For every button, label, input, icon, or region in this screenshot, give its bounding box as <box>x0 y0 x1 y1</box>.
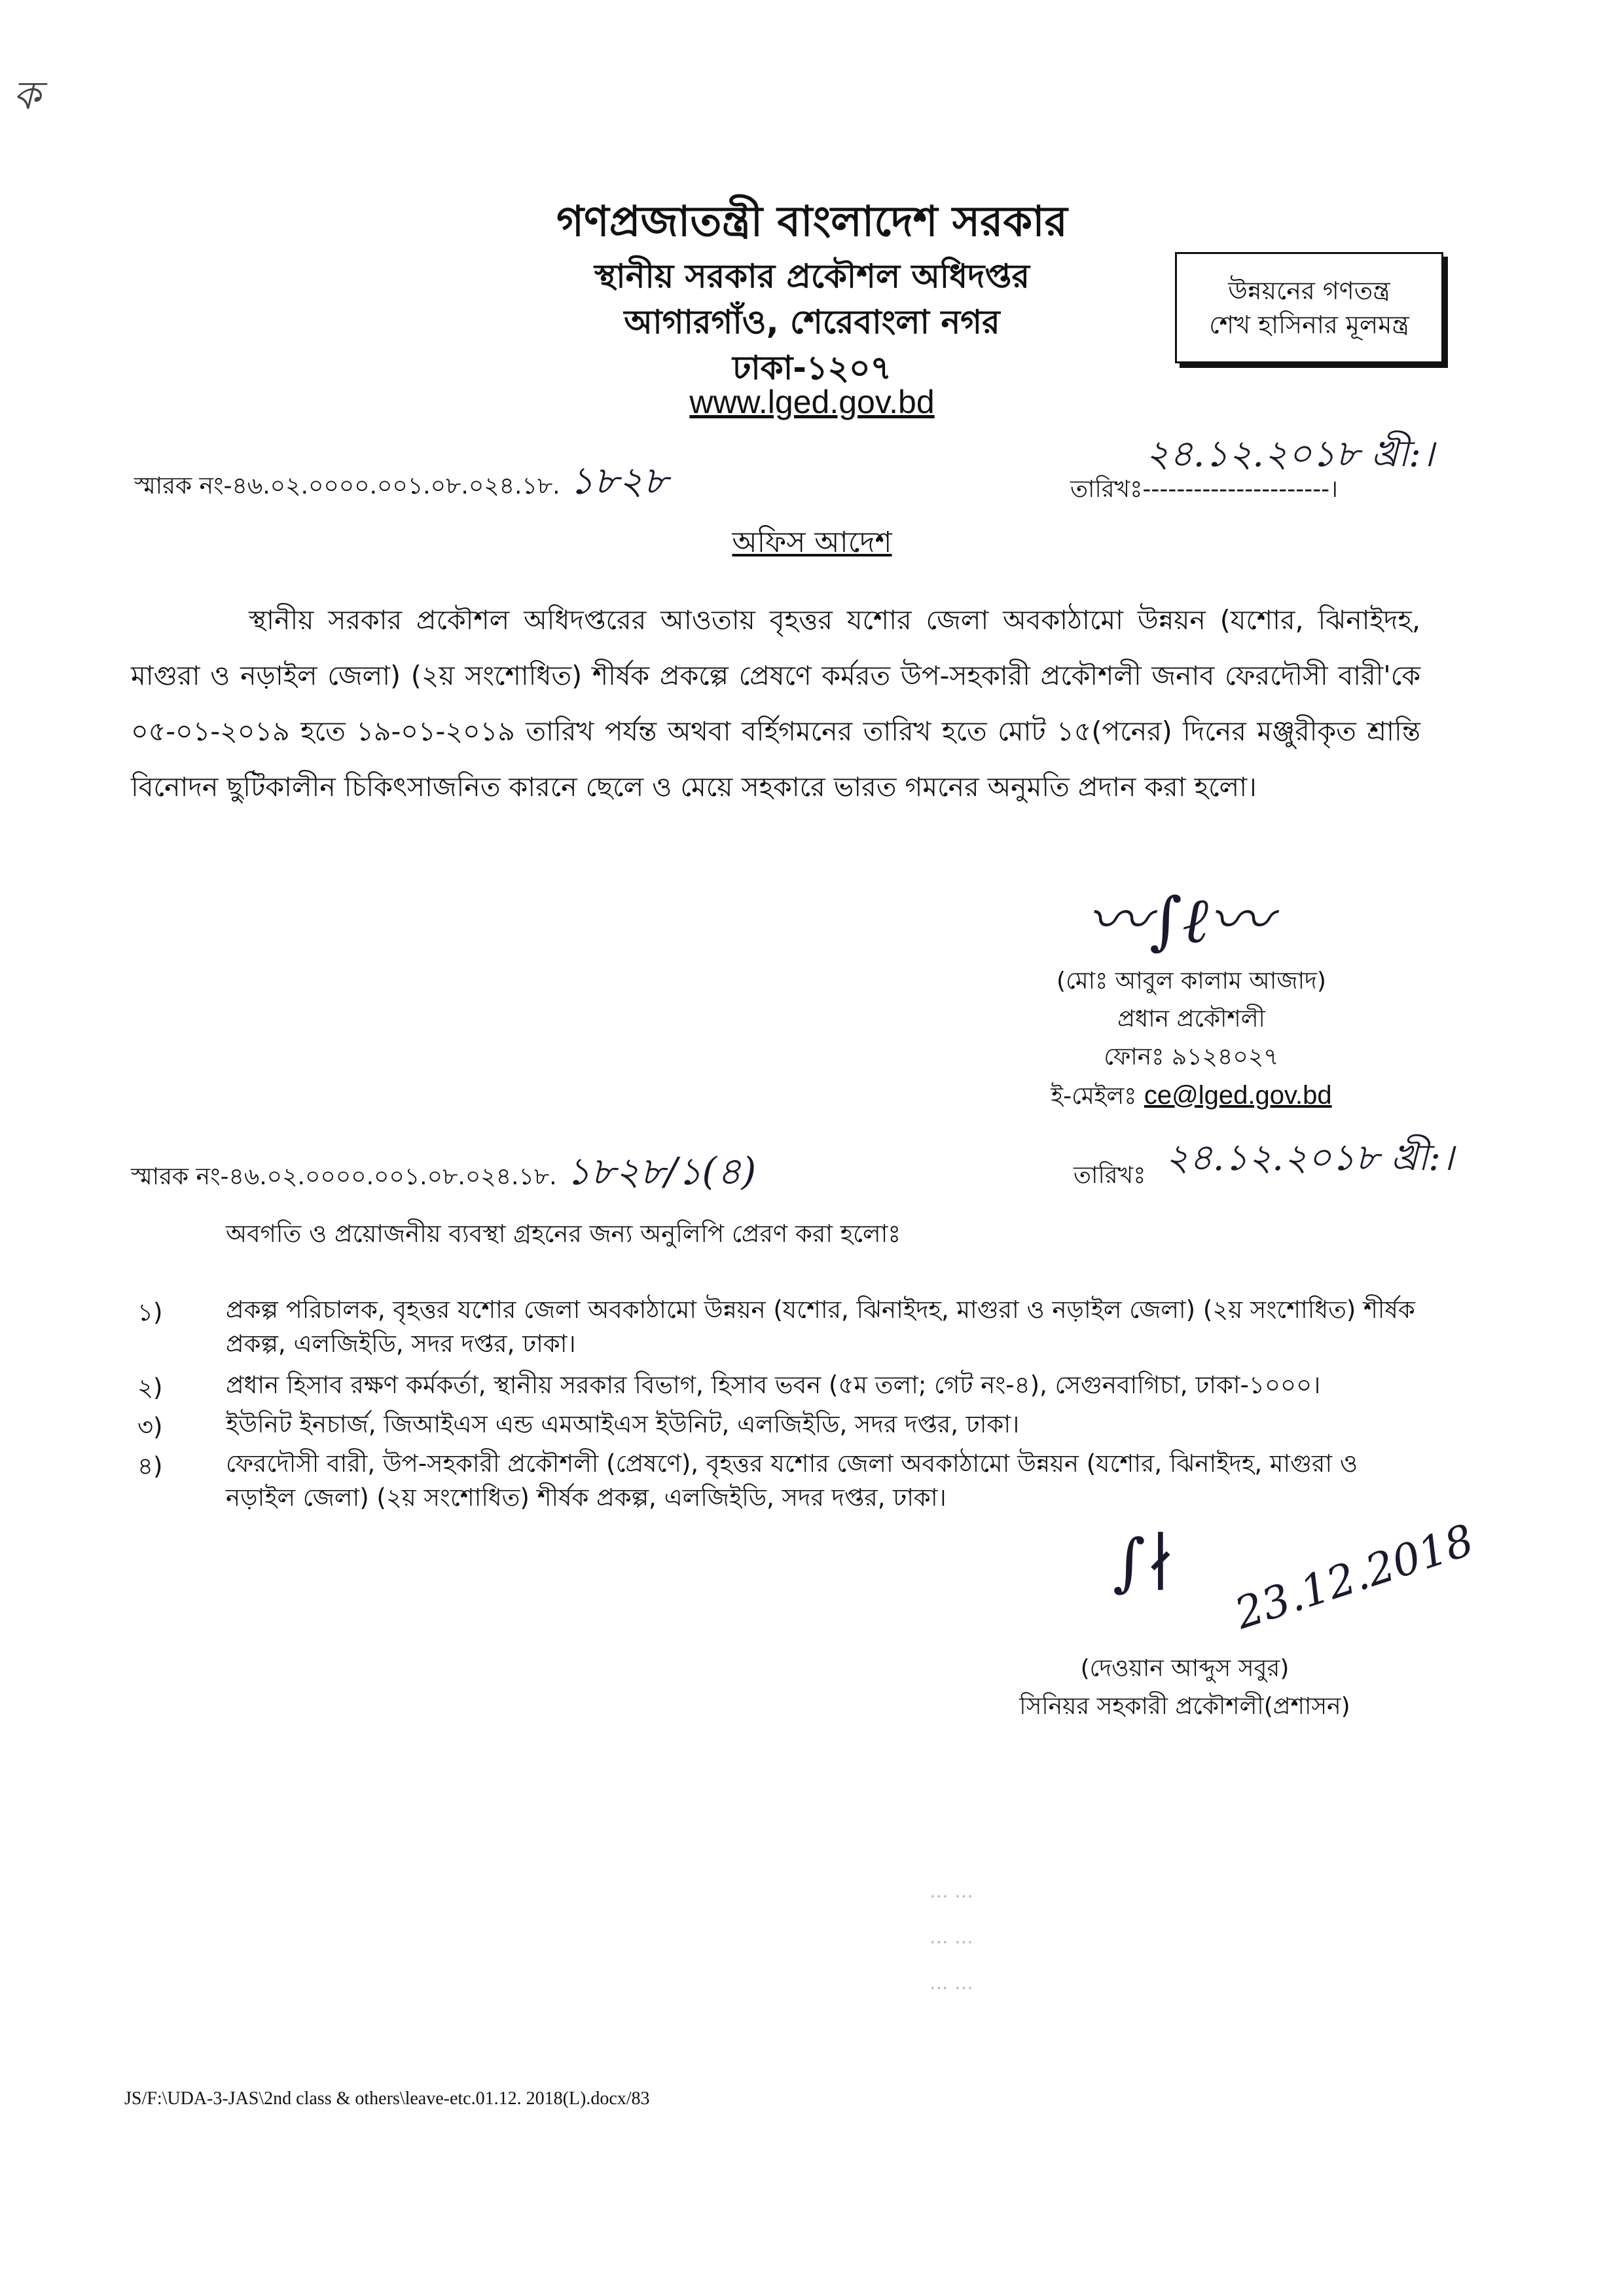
order-date-handwritten: ২৪.১২.২০১৮ খ্রী:। <box>1146 433 1434 475</box>
copy-intro: অবগতি ও প্রয়োজনীয় ব্যবস্থা গ্রহনের জন্য অনুলিপি প্রেরণ করা হলোঃ <box>226 1220 901 1248</box>
signature-2: ∫∤ <box>1113 1525 1176 1599</box>
memo-handwritten: ১৮২৮ <box>569 458 668 503</box>
government-title: গণপ্রজাতন্ত্রী বাংলাদেশ সরকার <box>556 198 1068 246</box>
copy-memo-number <box>131 1142 756 1206</box>
bleed-through-mark: ··· ··· <box>929 1886 973 1908</box>
bleed-through-mark: ··· ··· <box>929 1931 973 1954</box>
signatory-2-block <box>982 1650 1388 1726</box>
recipient-text: প্রকল্প পরিচালক, বৃহত্তর যশোর জেলা অবকাঠামো উন্নয়ন (যশোর, ঝিনাইদহ, মাগুরা ও নড়াইল জেলা) (২য় সংশোধিত) শীর্ষক প্রকল্প, এলজিইডি, সদর দপ্তর, ঢাকা। <box>226 1296 1415 1358</box>
file-path-footer: JS/F:\UDA-3-JAS\2nd class & others\leave-etc.01.12. 2018(L).docx/83 <box>124 2088 650 2109</box>
order-memo-number <box>134 452 668 515</box>
order-date-label: তারিখঃ----------------------। <box>1070 476 1339 503</box>
copy-date-handwritten: ২৪.১২.২০১৮ খ্রী:। <box>1165 1137 1454 1179</box>
signatory-1-phone: ফোনঃ ৯১২৪০২৭ <box>1104 1044 1279 1070</box>
recipient-number: ১) <box>137 1298 163 1326</box>
signature-2-date: 23.12.2018 <box>1229 1514 1480 1639</box>
slogan-line-2: শেখ হাসিনার মূলমন্ত্র <box>1209 310 1409 339</box>
order-body: স্থানীয় সরকার প্রকৌশল অধিদপ্তরের আওতায় বৃহত্তর যশোর জেলা অবকাঠামো উন্নয়ন (যশোর, ঝিনাইদহ, মাগুরা ও নড়াইল জেলা) (২য় সংশোধিত) শীর্ষক প্রকল্পে প্রেষণে কর্মরত উপ-সহকারী প্রকৌশলী জনাব ফেরদৌসী বারী'কে ০৫-০১-২০১৯ হতে ১৯-০১-২০১৯ তারিখ পর্যন্ত অথবা বর্হিগমনের তারিখ হতে মোট ১৫(পনের) দিনের মঞ্জুরীকৃত শ্রান্তি বিনোদন ছুটিকালীন চিকিৎসাজনিত কারনে ছেলে ও মেয়ে সহকারে ভারত গমনের অনুমতি প্রদান করা হলো। <box>131 604 1420 803</box>
slogan-box <box>1175 252 1443 363</box>
email-label: ই-মেইলঃ <box>1051 1083 1137 1110</box>
signatory-1-name: (মোঃ আবুল কালাম আজাদ) <box>1056 968 1326 994</box>
office-order-heading: অফিস আদেশ <box>732 526 892 559</box>
signatory-1-designation: প্রধান প্রকৌশলী <box>1117 1006 1265 1032</box>
corner-handwritten-mark: ক <box>13 73 41 118</box>
signature-1: 〰︎∫ℓ〰︎ <box>1087 884 1271 957</box>
recipient-text: ইউনিট ইনচার্জ, জিআইএস এন্ড এমআইএস ইউনিট, এলজিইডি, সদর দপ্তর, ঢাকা। <box>226 1410 1020 1438</box>
email-link[interactable]: ce@lged.gov.bd <box>1144 1081 1332 1110</box>
copy-date-label: তারিখঃ <box>1074 1162 1146 1189</box>
signatory-2-designation: সিনিয়র সহকারী প্রকৌশলী(প্রশাসন) <box>1019 1693 1350 1720</box>
copy-memo-handwritten: ১৮২৮/১(৪) <box>566 1149 757 1194</box>
recipient-text: প্রধান হিসাব রক্ষণ কর্মকর্তা, স্থানীয় সরকার বিভাগ, হিসাব ভবন (৫ম তলা; গেট নং-৪), সেগুনবাগিচা, ঢাকা-১০০০। <box>226 1371 1321 1399</box>
bleed-through-mark: ··· ··· <box>929 1977 973 2000</box>
website-link[interactable]: www.lged.gov.bd <box>689 384 935 420</box>
signatory-1-email-row <box>1001 1076 1381 1116</box>
signatory-1-block <box>1001 962 1381 1116</box>
signatory-2-name: (দেওয়ান আব্দুস সবুর) <box>1080 1655 1290 1682</box>
memo-prefix: স্মারক নং-৪৬.০২.০০০০.০০১.০৮.০২৪.১৮. <box>134 473 560 500</box>
recipient-number: ৪) <box>137 1452 163 1480</box>
recipient-number: ২) <box>137 1374 163 1402</box>
address-line: আগারগাঁও, শেরেবাংলা নগর <box>624 303 1000 341</box>
recipient-number: ৩) <box>137 1413 163 1441</box>
city-line: ঢাকা-১২০৭ <box>732 349 892 387</box>
slogan-line-1: উন্নয়নের গণতন্ত্র <box>1228 276 1390 305</box>
recipient-text: ফেরদৌসী বারী, উপ-সহকারী প্রকৌশলী (প্রেষণে), বৃহত্তর যশোর জেলা অবকাঠামো উন্নয়ন (যশোর, ঝিনাইদহ, মাগুরা ও নড়াইল জেলা) (২য় সংশোধিত) শীর্ষক প্রকল্প, এলজিইডি, সদর দপ্তর, ঢাকা। <box>226 1449 1358 1512</box>
department-name: স্থানীয় সরকার প্রকৌশল অধিদপ্তর <box>594 257 1030 295</box>
copy-memo-prefix: স্মারক নং-৪৬.০২.০০০০.০০১.০৮.০২৪.১৮. <box>131 1163 557 1190</box>
